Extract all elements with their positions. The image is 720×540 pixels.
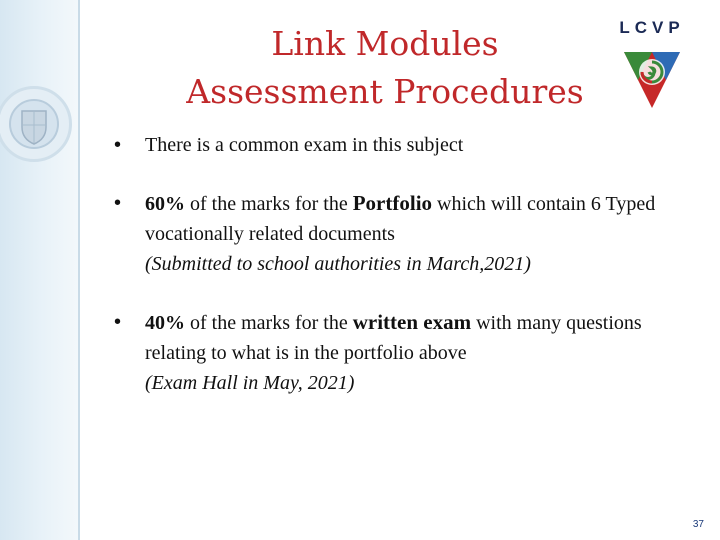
bullet-3-post: with many questions relating to what is in the portfolio above bbox=[145, 312, 642, 364]
slide-title bbox=[150, 20, 620, 116]
title-line-1: Link Modules bbox=[271, 24, 499, 63]
bullet-2-pre: of the marks for the bbox=[185, 193, 353, 215]
bullet-marker: • bbox=[114, 311, 122, 333]
bullet-3-note: (Exam Hall in May, 2021) bbox=[145, 372, 355, 394]
bullet-item bbox=[108, 307, 698, 398]
bullet-1-text: There is a common exam in this subject bbox=[145, 134, 464, 156]
bullet-2-note: (Submitted to school authorities in March,2021) bbox=[145, 253, 531, 275]
bullet-list bbox=[108, 130, 698, 398]
bullet-2-percent: 60% bbox=[145, 193, 185, 215]
bullet-marker: • bbox=[114, 134, 122, 156]
bullet-marker: • bbox=[114, 192, 122, 214]
bullet-item bbox=[108, 188, 698, 279]
bullet-item bbox=[108, 130, 698, 160]
bullet-2-bold: Portfolio bbox=[352, 191, 433, 215]
lcvp-logo bbox=[612, 18, 692, 118]
logo-text: LCVP bbox=[619, 18, 685, 37]
strip-divider bbox=[78, 0, 80, 540]
lcvp-logo-icon bbox=[620, 48, 684, 112]
bullet-3-bold: written exam bbox=[352, 310, 472, 334]
bullet-3-pre: of the marks for the bbox=[185, 312, 353, 334]
title-line-2: Assessment Procedures bbox=[186, 72, 584, 111]
page-number: 37 bbox=[692, 519, 704, 530]
bullet-3-percent: 40% bbox=[145, 312, 185, 334]
left-decorative-strip bbox=[0, 0, 78, 540]
bullet-2-post: which will contain 6 Typed vocationally related documents bbox=[145, 193, 656, 245]
school-crest-icon bbox=[0, 86, 72, 162]
